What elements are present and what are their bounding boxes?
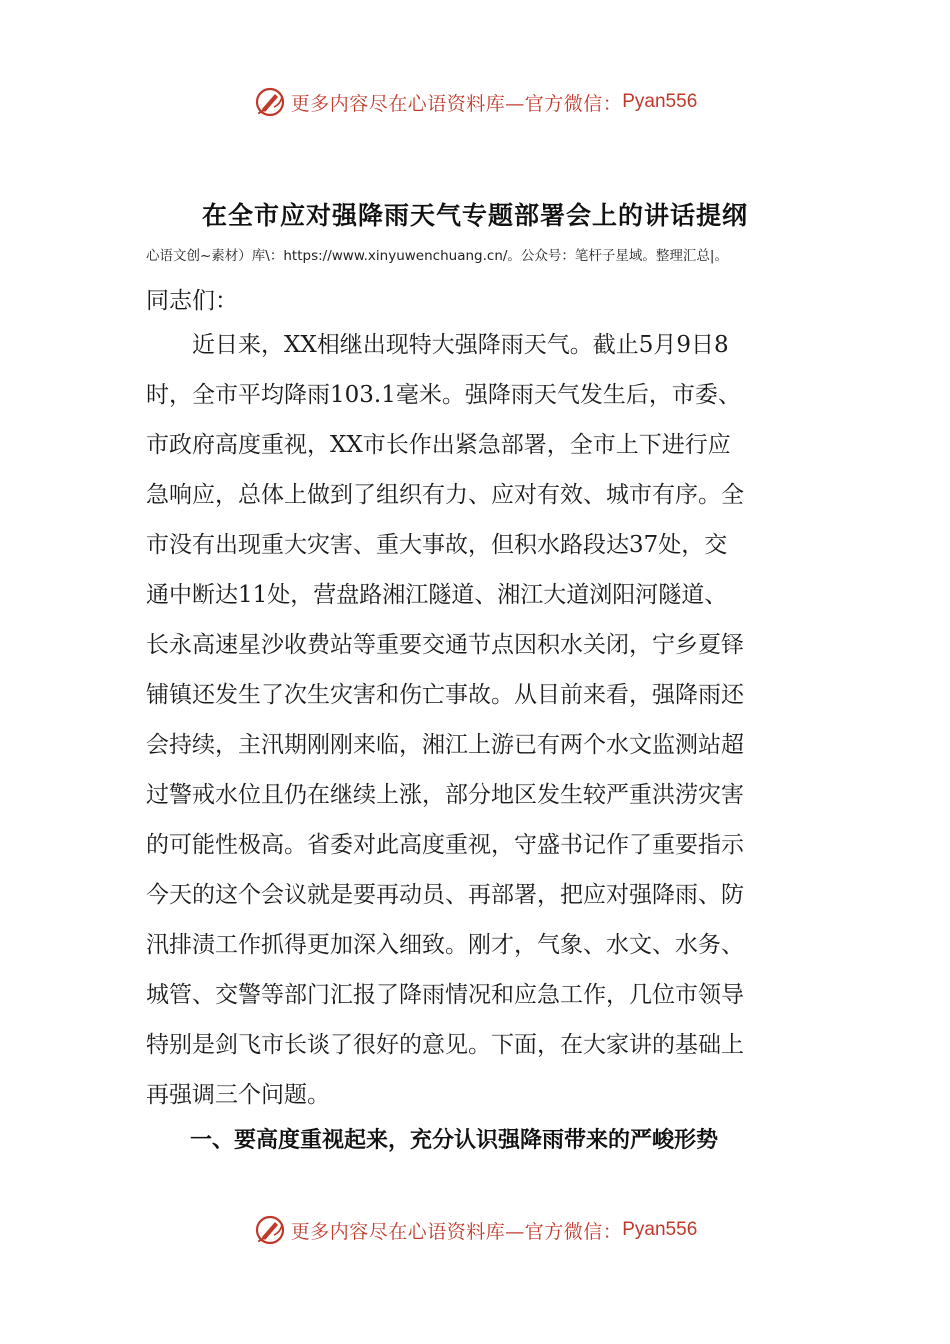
- body-line: 会持续，主汛期刚刚来临，湘江上游已有两个水文监测站超: [146, 732, 744, 758]
- body-line: 通中断达11处，营盘路湘江隧道、湘江大道浏阳河隧道、: [146, 582, 728, 608]
- body-line: 的可能性极高。省委对此高度重视，守盛书记作了重要指示: [146, 832, 744, 858]
- body-line: 汛排渍工作抓得更加深入细致。刚才，气象、水文、水务、: [146, 932, 744, 958]
- body-line: 急响应，总体上做到了组织有力、应对有效、城市有序。全: [146, 482, 744, 508]
- body-line: 市政府高度重视，XX市长作出紧急部署，全市上下进行应: [146, 432, 731, 458]
- body-line: 市没有出现重大灾害、重大事故，但积水路段达37处，交: [146, 532, 728, 558]
- pen-logo-icon: [253, 85, 287, 119]
- watermark-text: 更多内容尽在心语资料库—官方微信：: [290, 1220, 623, 1243]
- watermark-wechat-id: Pyan556: [622, 1219, 698, 1240]
- salutation: 同志们：: [146, 288, 238, 314]
- source-line: 心语文创~素材）库\：https://www.xinyuwenchuang.cn/。公众号：笔杆子星域。整理汇总|。: [146, 248, 728, 264]
- body-line: 长永高速星沙收费站等重要交通节点因积水关闭，宁乡夏铎: [146, 632, 744, 658]
- body-line: 城管、交警等部门汇报了降雨情况和应急工作，几位市领导: [146, 982, 744, 1008]
- body-line: 再强调三个问题。: [146, 1082, 330, 1108]
- header-watermark: [0, 80, 950, 124]
- body-line: 过警戒水位且仍在继续上涨，部分地区发生较严重洪涝灾害: [146, 782, 744, 808]
- watermark-wechat-id: Pyan556: [622, 91, 698, 112]
- body-line: 今天的这个会议就是要再动员、再部署，把应对强降雨、防: [146, 882, 744, 908]
- body-line: 特别是剑飞市长谈了很好的意见。下面，在大家讲的基础上: [146, 1032, 744, 1058]
- watermark-text: 更多内容尽在心语资料库—官方微信：: [290, 92, 623, 115]
- body-line: 铺镇还发生了次生灾害和伤亡事故。从目前来看，强降雨还: [146, 682, 744, 708]
- pen-logo-icon: [253, 1213, 287, 1247]
- body-line: 近日来，XX相继出现特大强降雨天气。截止5月9日8: [192, 332, 729, 358]
- document-title: 在全市应对强降雨天气专题部署会上的讲话提纲: [201, 201, 748, 230]
- body-paragraph: [146, 327, 826, 1127]
- section-heading: 一、要高度重视起来，充分认识强降雨带来的严峻形势: [190, 1128, 719, 1153]
- body-line: 时，全市平均降雨103.1毫米。强降雨天气发生后，市委、: [146, 382, 741, 408]
- footer-watermark: [0, 1208, 950, 1252]
